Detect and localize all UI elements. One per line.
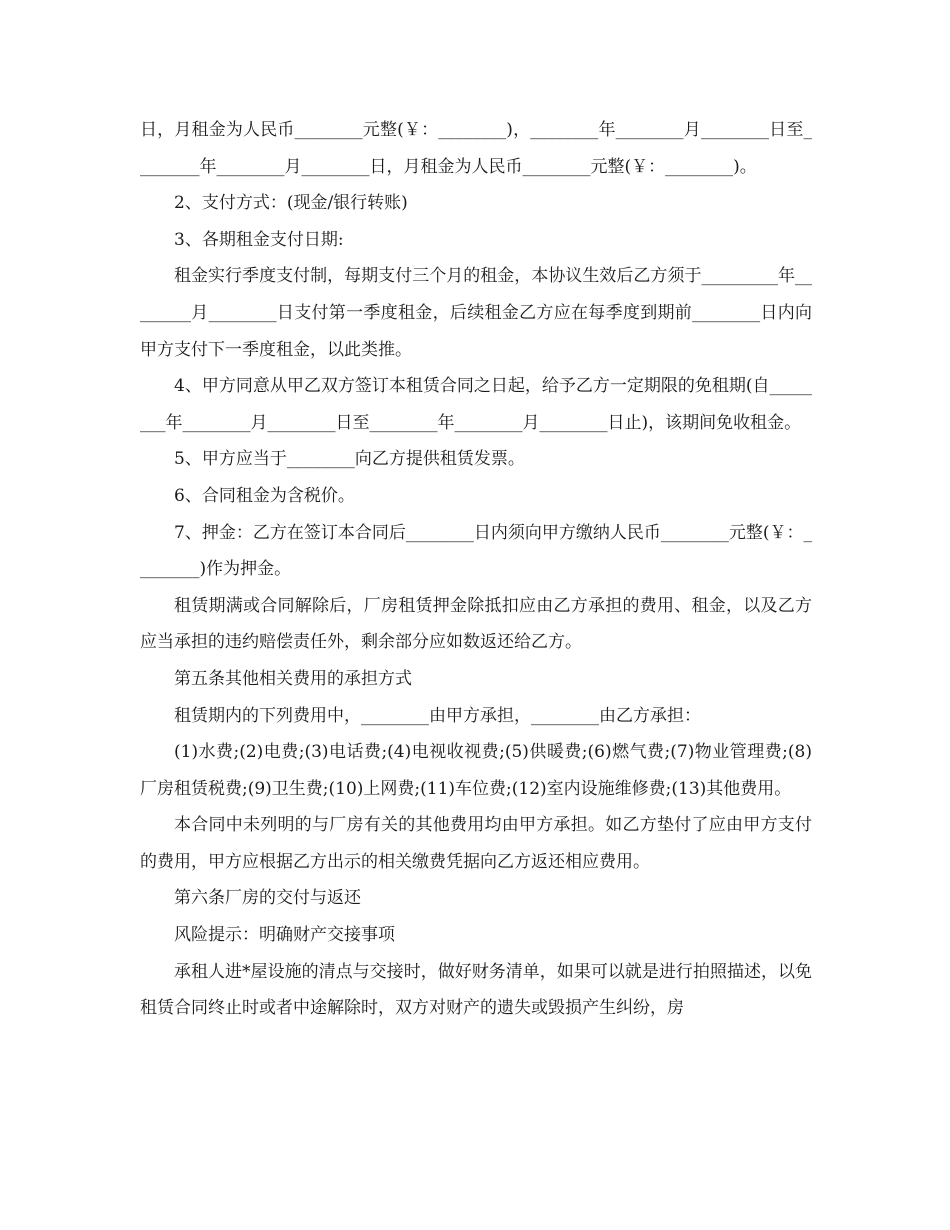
document-body (140, 112, 812, 1027)
paragraph-risk-notice: 风险提示：明确财产交接事项 (174, 925, 395, 946)
paragraph-quarterly-payment: 租金实行季度支付制，每期支付三个月的租金，本协议生效后乙方须于_________年________月________日支付第一季度租金，后续租金乙方应在每季度到期前________日内向甲方支付下一季度租金，以此类推。 (140, 266, 812, 360)
paragraph-fee-list: (1)水费;(2)电费;(3)电话费;(4)电视收视费;(5)供暖费;(6)燃气费;(7)物业管理费;(8)厂房租赁税费;(9)卫生费;(10)上网费;(11)车位费;(12)室内设施维修费;(13)其他费用。 (140, 742, 812, 799)
paragraph-payment-dates-heading: 3、各期租金支付日期: (174, 229, 344, 250)
paragraph-rent-terms: 日，月租金为人民币________元整(￥：________)，________年________月________日至________年________月________日，月租金为人民币________元整(￥：________)。 (140, 120, 812, 177)
paragraph-unlisted-fees: 本合同中未列明的与厂房有关的其他费用均由甲方承担。如乙方垫付了应由甲方支付的费用，甲方应根据乙方出示的相关缴费凭据向乙方返还相应费用。 (140, 815, 812, 872)
paragraph-handover: 承租人进*屋设施的清点与交接时，做好财务清单，如果可以就是进行拍照描述，以免租赁合同终止时或者中途解除时，双方对财产的遗失或毁损产生纠纷，房 (140, 961, 812, 1019)
section-heading-article-5: 第五条其他相关费用的承担方式 (174, 668, 412, 689)
paragraph-deposit: 7、押金：乙方在签订本合同后________日内须向甲方缴纳人民币________元整(￥：________)作为押金。 (140, 522, 812, 580)
paragraph-payment-method: 2、支付方式：(现金/银行转账) (174, 193, 408, 214)
paragraph-invoice: 5、甲方应当于________向乙方提供租赁发票。 (174, 449, 525, 470)
section-heading-article-6: 第六条厂房的交付与返还 (174, 888, 361, 909)
paragraph-tax-inclusive: 6、合同租金为含税价。 (174, 485, 355, 506)
paragraph-rent-free-period: 4、甲方同意从甲乙双方签订本租赁合同之日起，给予乙方一定期限的免租期(自________年________月________日至________年________月________日止)，该期间免收租金。 (140, 376, 812, 433)
paragraph-deposit-return: 租赁期满或合同解除后，厂房租赁押金除抵扣应由乙方承担的费用、租金，以及乙方应当承担的违约赔偿责任外，剩余部分应如数返还给乙方。 (140, 595, 812, 653)
paragraph-fee-allocation: 租赁期内的下列费用中，________由甲方承担，________由乙方承担： (174, 705, 701, 726)
